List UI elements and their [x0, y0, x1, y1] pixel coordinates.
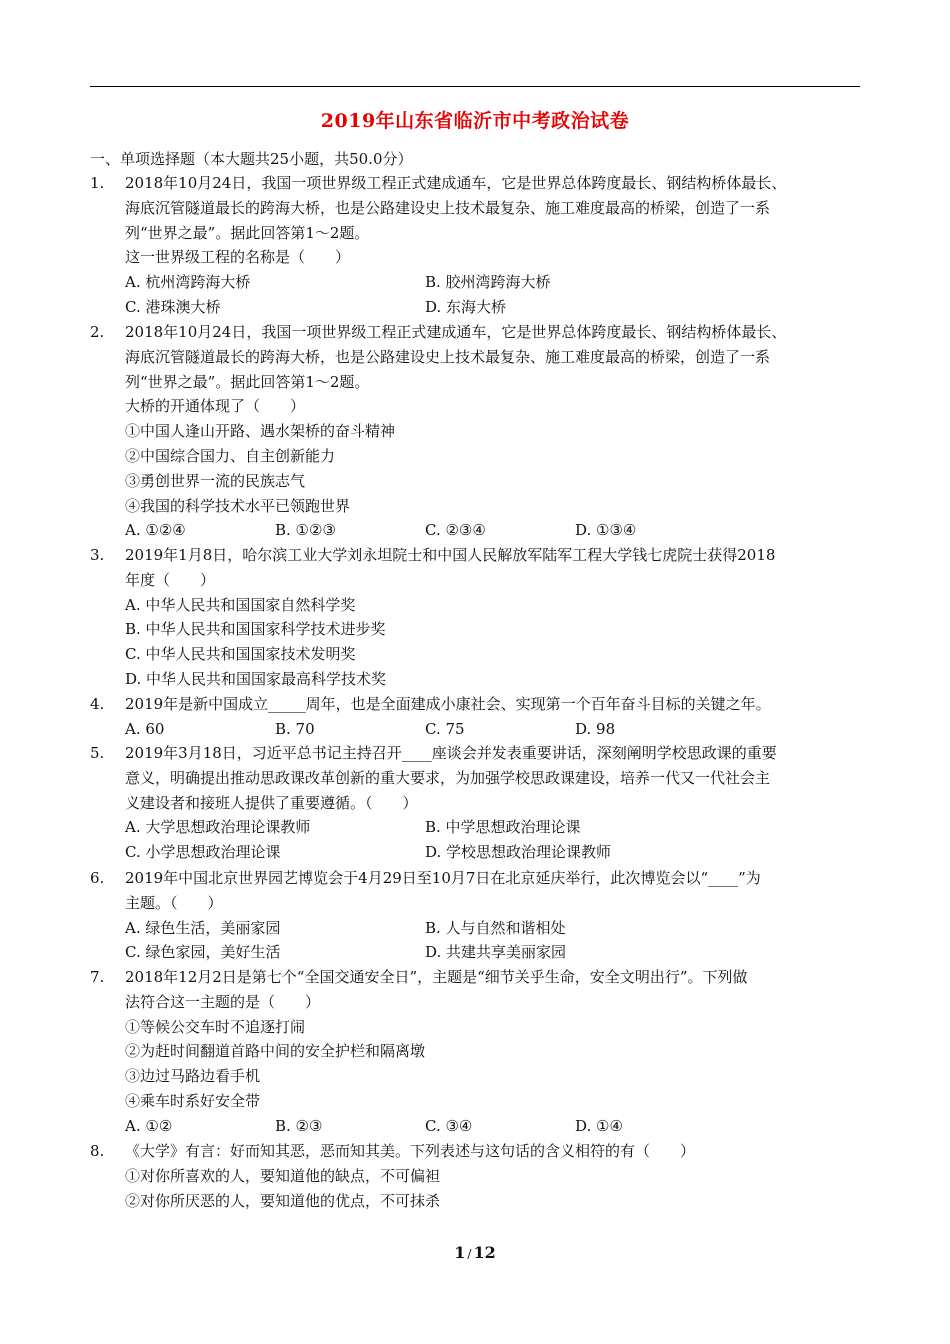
header-rule [90, 86, 860, 87]
option-d: D. ①③④ [575, 521, 637, 540]
question-number: 3. [90, 546, 105, 564]
statement-4: ④我国的科学技术水平已领跑世界 [125, 496, 351, 515]
statement-2: ②中国综合国力、自主创新能力 [125, 446, 336, 465]
option-a: A. ①②④ [125, 521, 186, 540]
section-heading: 一、单项选择题（本大题共25小题，共50.0分） [90, 150, 413, 168]
option-c: C. ②③④ [425, 521, 486, 540]
question-7 [90, 965, 860, 1139]
current-page: 1 [454, 1243, 466, 1262]
option-b: B. 胶州湾跨海大桥 [425, 273, 551, 292]
option-c: C. 绿色家园，美好生活 [125, 943, 281, 962]
option-c: C. 75 [425, 719, 465, 738]
question-text: 列“世界之最”。据此回答第1～2题。 [125, 223, 370, 242]
question-3 [90, 543, 860, 692]
statement-2: ②对你所厌恶的人，要知道他的优点，不可抹杀 [125, 1191, 441, 1210]
question-number: 6. [90, 869, 105, 887]
option-b: B. ①②③ [275, 521, 336, 540]
question-stem: 年度（ ） [125, 570, 216, 589]
option-a: A. 绿色生活，美丽家园 [125, 918, 281, 937]
option-b: B. 人与自然和谐相处 [425, 918, 566, 937]
question-number: 5. [90, 744, 105, 762]
question-text: 2019年中国北京世界园艺博览会于4月29日至10月7日在北京延庆举行，此次博览会以“____”为 [125, 869, 761, 887]
question-text: 2018年10月24日，我国一项世界级工程正式建成通车，它是世界总体跨度最长、钢结构桥体最长、 [125, 323, 787, 341]
question-2 [90, 320, 860, 543]
document-title: 2019年山东省临沂市中考政治试卷 [320, 110, 630, 132]
page-separator: / [467, 1247, 472, 1261]
option-b: B. 中华人民共和国国家科学技术进步奖 [125, 620, 386, 639]
question-text: 2019年是新中国成立_____周年，也是全面建成小康社会、实现第一个百年奋斗目标的关键之年。 [125, 695, 771, 713]
question-5 [90, 741, 860, 865]
question-text: 意义，明确提出推动思政课改革创新的重大要求，为加强学校思政课建设，培养一代又一代社会主 [125, 768, 771, 787]
option-a: A. 中华人民共和国国家自然科学奖 [125, 595, 356, 614]
option-a: A. 60 [125, 719, 165, 738]
statement-1: ①对你所喜欢的人，要知道他的缺点，不可偏袒 [125, 1166, 441, 1185]
question-text: 2019年3月18日，习近平总书记主持召开____座谈会并发表重要讲话，深刻阐明学校思政课的重要 [125, 744, 777, 762]
question-6 [90, 866, 860, 965]
statement-3: ③边过马路边看手机 [125, 1067, 261, 1086]
question-stem: 主题。（ ） [125, 893, 223, 912]
question-number: 1. [90, 174, 105, 192]
question-stem: 这一世界级工程的名称是（ ） [125, 248, 351, 267]
statement-2: ②为赶时间翻道首路中间的安全护栏和隔离墩 [125, 1042, 426, 1061]
question-number: 8. [90, 1142, 105, 1160]
question-number: 4. [90, 695, 105, 713]
option-d: D. 学校思想政治理论课教师 [425, 843, 612, 862]
option-b: B. 中学思想政治理论课 [425, 818, 581, 837]
statement-3: ③勇创世界一流的民族志气 [125, 471, 306, 490]
question-text: 海底沉管隧道最长的跨海大桥，也是公路建设史上技术最复杂、施工难度最高的桥梁，创造了一系 [125, 347, 771, 366]
question-stem: 法符合这一主题的是（ ） [125, 992, 321, 1011]
option-d: D. 中华人民共和国国家最高科学技术奖 [125, 669, 387, 688]
option-b: B. 70 [275, 719, 315, 738]
question-text: 2018年12月2日是第七个“全国交通安全日”，主题是“细节关乎生命，安全文明出行”。下列做 [125, 968, 748, 986]
option-b: B. ②③ [275, 1116, 323, 1135]
question-number: 7. [90, 968, 105, 986]
question-8 [90, 1139, 860, 1213]
total-pages: 12 [473, 1243, 496, 1262]
question-4 [90, 692, 860, 742]
option-d: D. ①④ [575, 1116, 623, 1135]
question-text: 2018年10月24日，我国一项世界级工程正式建成通车，它是世界总体跨度最长、钢结构桥体最长、 [125, 174, 787, 192]
option-c: C. 小学思想政治理论课 [125, 843, 281, 862]
option-a: A. ①② [125, 1116, 173, 1135]
option-c: C. 中华人民共和国国家技术发明奖 [125, 645, 356, 664]
option-a: A. 杭州湾跨海大桥 [125, 273, 251, 292]
question-stem: 《大学》有言：好而知其恶，恶而知其美。下列表述与这句话的含义相符的有（ ） [125, 1142, 696, 1160]
question-text: 海底沉管隧道最长的跨海大桥，也是公路建设史上技术最复杂、施工难度最高的桥梁，创造了一系 [125, 198, 771, 217]
option-d: D. 东海大桥 [425, 297, 507, 316]
option-d: D. 98 [575, 719, 616, 738]
question-stem: 大桥的开通体现了（ ） [125, 397, 306, 416]
statement-4: ④乘车时系好安全带 [125, 1091, 261, 1110]
statement-1: ①中国人逢山开路、遇水架桥的奋斗精神 [125, 422, 396, 441]
option-c: C. ③④ [425, 1116, 473, 1135]
question-text: 2019年1月8日，哈尔滨工业大学刘永坦院士和中国人民解放军陆军工程大学钱七虎院士获得2018 [125, 546, 776, 564]
question-1 [90, 171, 860, 320]
question-number: 2. [90, 323, 105, 341]
question-stem: 义建设者和接班人提供了重要遵循。（ ） [125, 793, 418, 812]
option-d: D. 共建共享美丽家园 [425, 943, 567, 962]
option-c: C. 港珠澳大桥 [125, 297, 221, 316]
option-a: A. 大学思想政治理论课教师 [125, 818, 311, 837]
question-text: 列“世界之最”。据此回答第1～2题。 [125, 372, 370, 391]
statement-1: ①等候公交车时不追逐打闹 [125, 1017, 306, 1036]
page-number [0, 1243, 950, 1262]
